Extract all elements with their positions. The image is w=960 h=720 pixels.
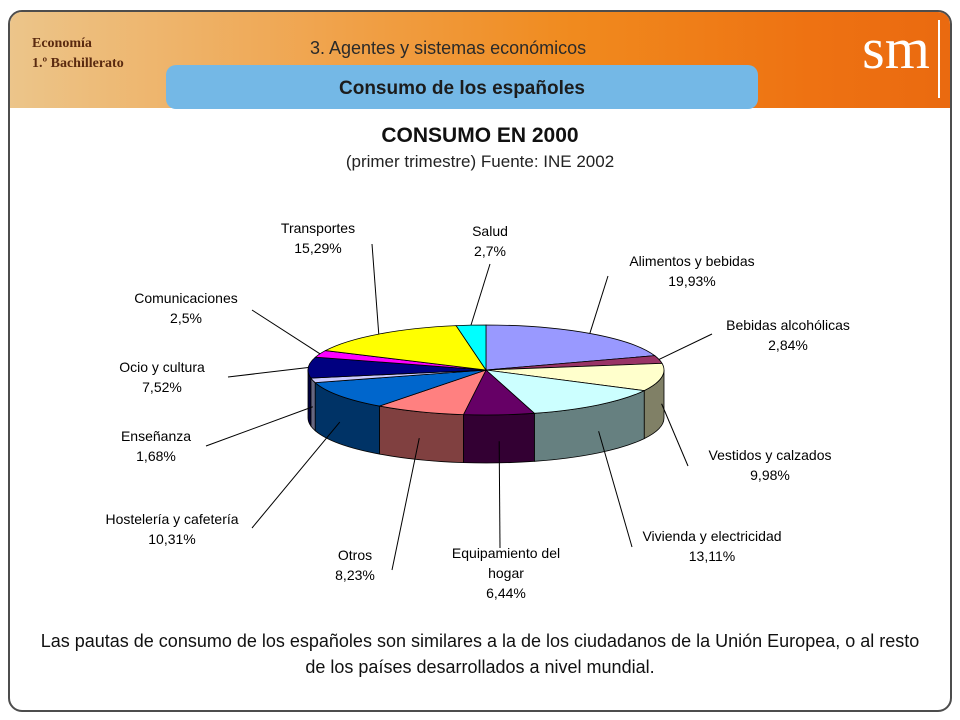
pie-side-ense-anza xyxy=(311,378,315,431)
course-level: 1.º Bachillerato xyxy=(32,56,124,71)
leader-line xyxy=(659,334,712,359)
pie-side-otros xyxy=(379,406,463,463)
slice-category-label: Alimentos y bebidas xyxy=(629,253,755,269)
slice-category-label: Transportes xyxy=(280,220,356,236)
leader-line xyxy=(252,422,340,528)
slice-value-label: 6,44% xyxy=(486,585,526,601)
slice-category-label: Enseñanza xyxy=(120,428,192,444)
slice-category-label: Bebidas alcohólicas xyxy=(726,317,850,333)
slice-value-label: 1,68% xyxy=(136,448,176,464)
slice-value-label: 13,11% xyxy=(688,548,736,564)
slice-category-label: Vestidos y calzados xyxy=(708,447,832,463)
course-subject: Economía xyxy=(32,36,92,51)
slice-value-label: 9,98% xyxy=(750,467,790,483)
leader-line xyxy=(206,407,313,446)
section-title: Consumo de los españoles xyxy=(339,78,585,99)
slice-category-label: Otros xyxy=(337,547,373,563)
logo-text: sm xyxy=(862,16,930,81)
slice-value-label: 2,84% xyxy=(768,337,808,353)
slice-value-label: 7,52% xyxy=(142,379,182,395)
leader-line xyxy=(471,264,490,325)
footer-text: Las pautas de consumo de los españoles son similares a la de los ciudadanos de la Unión Europea, o al resto de los países desarrollados a nivel mundial. xyxy=(40,631,920,677)
slice-value-label: 2,7% xyxy=(474,243,506,259)
slice-category-label: Vivienda y electricidad xyxy=(642,528,782,544)
leader-line xyxy=(228,368,308,377)
slice-category-label: Hostelería y cafetería xyxy=(105,511,239,527)
leader-line xyxy=(252,310,320,354)
unit-title: 3. Agentes y sistemas económicos xyxy=(310,38,587,58)
slice-value-label: 15,29% xyxy=(294,240,342,256)
chart-title: CONSUMO EN 2000 xyxy=(381,124,579,147)
slice-category-label: Equipamiento del xyxy=(451,545,561,561)
slice-category-label: Salud xyxy=(472,223,508,239)
leader-line xyxy=(662,404,688,466)
chart-subtitle: (primer trimestre) Fuente: INE 2002 xyxy=(345,152,615,171)
leader-line xyxy=(590,276,608,333)
slice-value-label: 10,31% xyxy=(148,531,196,547)
slice-category-label: Comunicaciones xyxy=(134,290,238,306)
leader-line xyxy=(372,244,379,334)
slice-category-label: Ocio y cultura xyxy=(119,359,205,375)
pie-top xyxy=(308,325,664,415)
slice-category-label: hogar xyxy=(488,565,524,581)
slice-value-label: 19,93% xyxy=(668,273,716,289)
slice-value-label: 8,23% xyxy=(335,567,375,583)
pie-side-ocio-y-cultura xyxy=(308,370,311,426)
slice-value-label: 2,5% xyxy=(170,310,202,326)
